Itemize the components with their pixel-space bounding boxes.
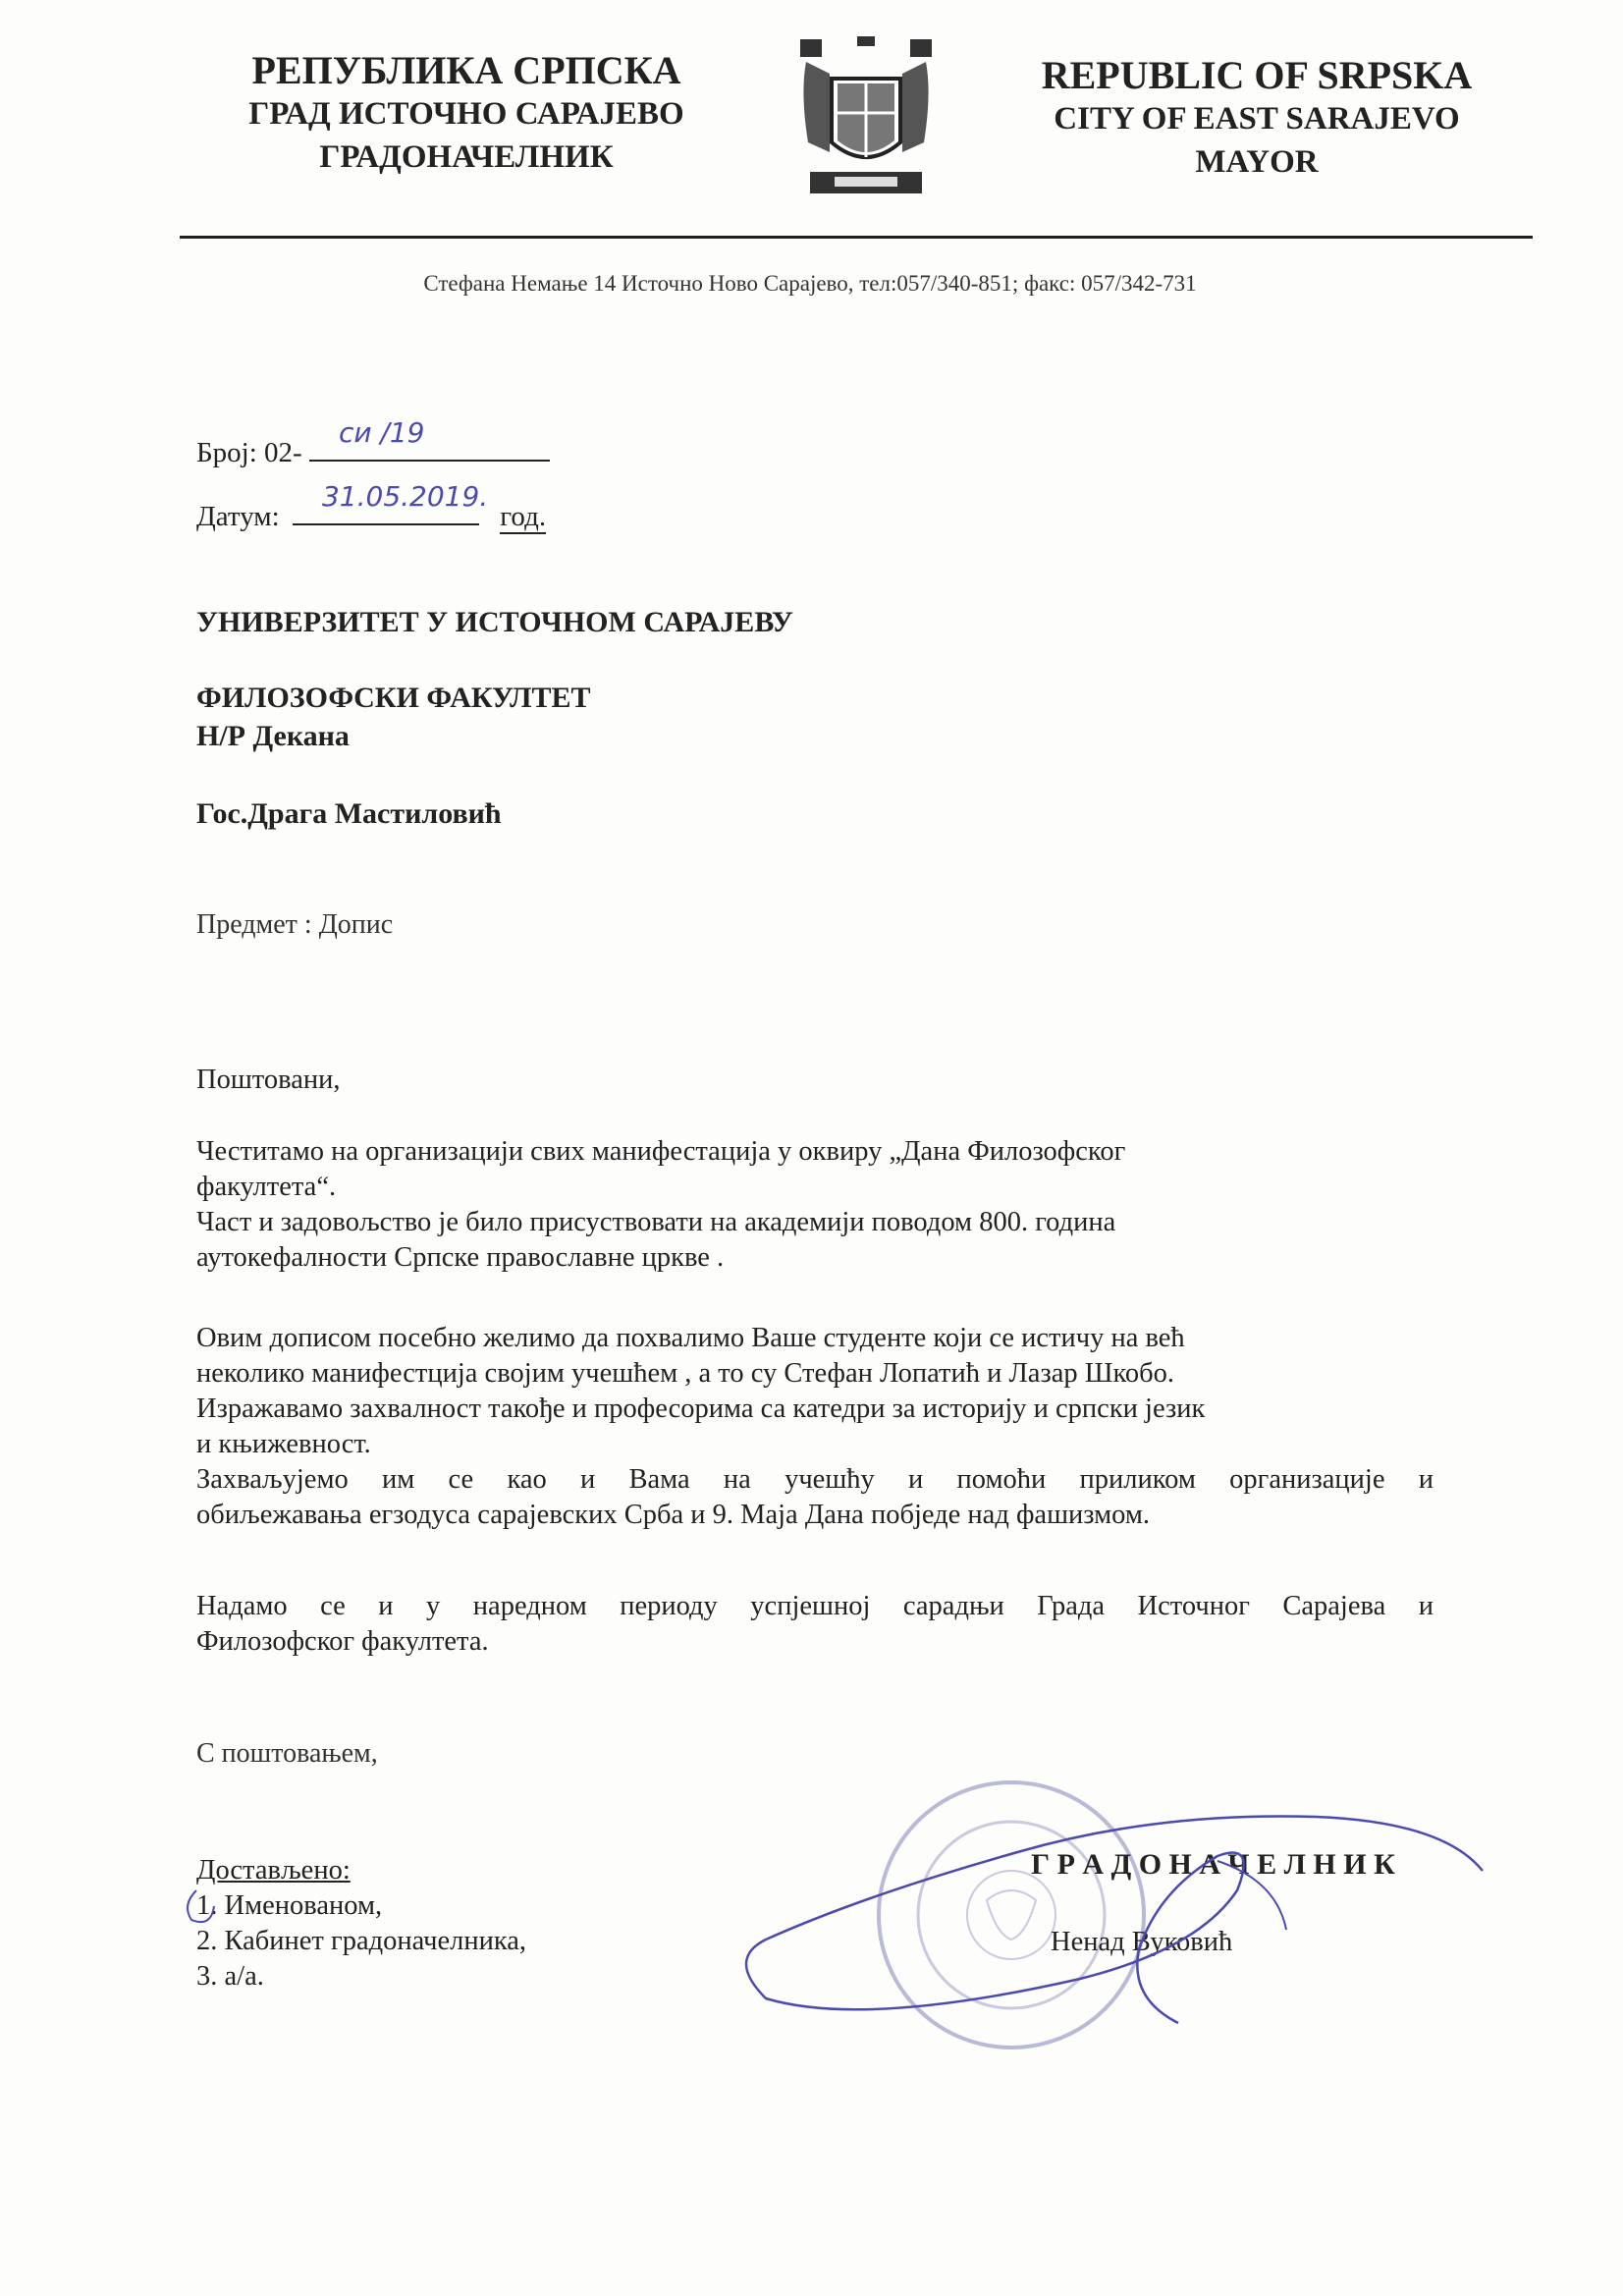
paragraph-1-line-1: Честитамо на организацији свих манифестација у оквиру „Дана Филозофског xyxy=(196,1136,1126,1167)
header-right-line-3: MAYOR xyxy=(1195,144,1319,180)
header-left xyxy=(167,49,766,179)
handwritten-signature xyxy=(177,1812,1492,2038)
paragraph-3 xyxy=(196,1589,1434,1660)
paragraph-1-line-3: Част и задовољство је било присуствовати на академији поводом 800. година xyxy=(196,1207,1116,1237)
greeting: Поштовани, xyxy=(196,1065,341,1095)
closing: С поштовањем, xyxy=(196,1738,378,1769)
header-left-line-2: ГРАД ИСТОЧНО САРАЈЕВО xyxy=(248,96,684,132)
coat-of-arms-icon xyxy=(790,34,943,196)
signature-name: Ненад Вуковић xyxy=(1051,1927,1233,1957)
date-suffix: год. xyxy=(500,501,547,532)
paragraph-3-line-2: Филозофског факултета. xyxy=(196,1626,489,1657)
subject-line: Предмет : Допис xyxy=(196,909,394,940)
date-line xyxy=(293,480,489,525)
recipient-attention: Н/Р Декана xyxy=(196,720,350,752)
number-label: Број: 02- xyxy=(196,437,302,468)
distribution-item-2: 2. Кабинет градоначелника, xyxy=(196,1926,527,1956)
date-label: Датум: xyxy=(196,501,280,532)
distribution-item-3: 3. а/а. xyxy=(196,1961,264,1992)
paragraph-1-line-4: аутокефалности Српске православне цркве . xyxy=(196,1242,725,1273)
paragraph-2-line-6: обиљежавања егзодуса сарајевских Срба и 9. Маја Дана побједе над фашизмом. xyxy=(196,1500,1151,1530)
header-address: Стефана Немање 14 Источно Ново Сарајево, тел:057/340-851; факс: 057/342-731 xyxy=(423,271,1197,296)
header-right xyxy=(982,54,1532,184)
reference-date xyxy=(196,480,547,533)
header-right-line-1: REPUBLIC OF SRPSKA xyxy=(1041,53,1473,97)
header-left-line-3: ГРАДОНАЧЕЛНИК xyxy=(319,139,614,175)
paragraph-2 xyxy=(196,1321,1434,1533)
header-right-line-2: CITY OF EAST SARAJEVO xyxy=(1054,101,1460,137)
recipient-faculty: ФИЛОЗОФСКИ ФАКУЛТЕТ xyxy=(196,682,591,714)
recipient-name: Гос.Драга Мастиловић xyxy=(196,797,502,830)
distribution-item-1: 1. Именованом, xyxy=(196,1890,383,1921)
recipient-university: УНИВЕРЗИТЕТ У ИСТОЧНОМ САРАЈЕВУ xyxy=(196,606,793,638)
paragraph-2-line-2: неколико манифестција својим учешћем , а то су Стефан Лопатић и Лазар Шкобо. xyxy=(196,1358,1175,1389)
paragraph-1 xyxy=(196,1134,1306,1276)
signature-title: Г Р А Д О Н А Ч Е Л Н И К xyxy=(1031,1848,1395,1881)
paragraph-2-line-4: и књижевност. xyxy=(196,1429,371,1459)
date-handwritten: 31.05.2019. xyxy=(321,480,489,513)
paragraph-2-line-3: Изражавамо захвалност такође и професорима са катедри за историју и српски језик xyxy=(196,1394,1206,1424)
number-handwritten: си /19 xyxy=(338,416,425,449)
paragraph-2-line-1: Овим дописом посебно желимо да похвалимо Ваше студенте који се истичу на већ xyxy=(196,1323,1185,1353)
paragraph-3-line-1: Надамо се и у наредном периоду успјешној сарадњи Града Источног Сарајева и xyxy=(196,1591,1434,1621)
paragraph-2-line-5: Захваљујемо им се као и Вама на учешћу и помоћи приликом организације и xyxy=(196,1464,1434,1495)
number-line xyxy=(309,416,550,462)
header-left-line-1: РЕПУБЛИКА СРПСКА xyxy=(251,48,681,92)
distribution-title: Достављено: xyxy=(196,1855,351,1886)
header-divider xyxy=(180,236,1533,239)
reference-number xyxy=(196,416,550,469)
paragraph-1-line-2: факултета“. xyxy=(196,1172,337,1202)
